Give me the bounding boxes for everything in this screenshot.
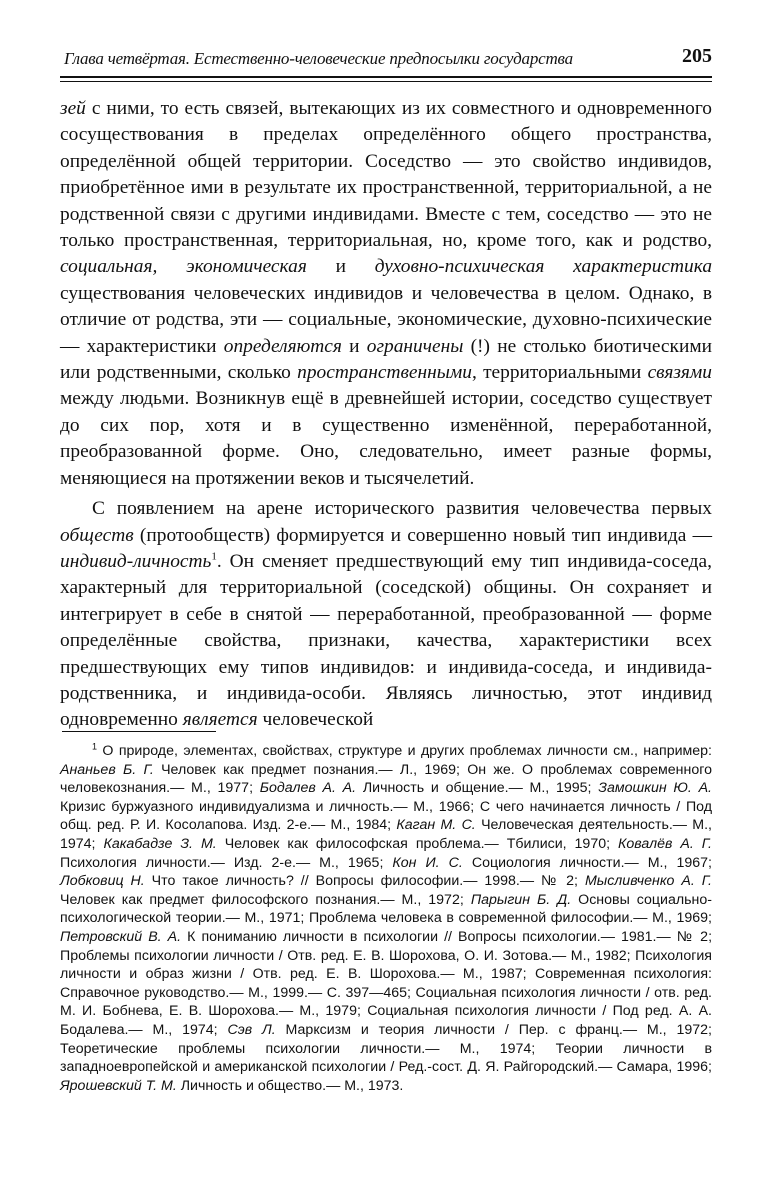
emphasized-text: социальная, экономическая [60, 256, 307, 278]
footnote-divider [62, 731, 216, 732]
text-run: Личность и общение.— М., 1995; [356, 780, 599, 797]
emphasized-text: Бодалев А. А. [259, 780, 357, 797]
main-text [60, 96, 712, 734]
emphasized-text: Ананьев Б. Г. [60, 761, 154, 778]
text-run: Основы социально-психологической теории.— М., 1971; Проблема человека в современной философии.— М., 1969; [60, 891, 712, 927]
emphasized-text: Лобковиц Н. [60, 873, 145, 890]
text-run: С появлением на арене исторического развития человечества первых [92, 498, 712, 520]
emphasized-text: Парыгин Б. Д. [470, 891, 572, 908]
running-title: Глава четвёртая. Естественно-человеческие предпосылки государства [64, 49, 573, 68]
text-run: существования человеческих индивидов и человечества в целом. Однако, в отличие от родства, эти — социальные, экономические, духовно-психические — характеристики [60, 282, 712, 357]
emphasized-text: определяются [223, 335, 342, 357]
text-run: . Он сменяет предшествующий ему тип индивида-соседа, характерный для территориальной (соседской) общины. Он сохраняет и интегрирует в себе в снятой — переработанной, преобразованной — форме определённые свойства, признаки, качества, характеристики всех предшествующих ему типов индивидов: и индивида-соседа, и индивида-родственника, и индивида-особи. Являясь личностью, этот индивид одновременно [60, 550, 712, 731]
emphasized-text: зей [60, 98, 86, 119]
text-run: и [306, 256, 375, 278]
paragraph-2 [60, 496, 712, 734]
emphasized-text: ограничены [366, 335, 464, 357]
text-run: К пониманию личности в психологии // Вопросы психологии.— 1981.— № 2; Проблемы психологии личности / Отв. ред. Е. В. Шорохова, О. И. Зотова.— М., 1982; Психология личности и образ жизни / Отв. ред. Е. В. Шорохова.— М., 1987; Современная психология: Справочное руководство.— М., 1999.— С. 397—465; Социальная психология личности / отв. ред. М. И. Бобнева, Е. В. Шорохова.— М., 1979; Социальная психология личности / Под ред. А. А. Бодалева.— М., 1974; [60, 928, 713, 1038]
text-run: Кризис буржуазного индивидуализма и личность.— М., 1966; С чего начинается личность / Под общ. ред. Р. И. Косолапова. Изд. 2-е.— М., 1984; [60, 798, 712, 834]
text-run: Психология личности.— Изд. 2-е.— М., 1965; [60, 854, 393, 871]
page-header [60, 40, 712, 78]
emphasized-text: является [182, 709, 258, 731]
text-run: Человек как философская проблема.— Тбилиси, 1970; [216, 835, 619, 852]
text-run: между людьми. Возникнув ещё в древнейшей истории, соседство существует до сих пор, хотя и в существенно изменённой, переработанной, преобразованной форме. Оно, следовательно, имеет разные формы, меняющиеся на протяжении веков и тысячелетий. [60, 388, 712, 489]
emphasized-text: Замошкин Ю. А. [598, 780, 712, 797]
text-run: , территориальными [471, 362, 648, 384]
emphasized-text: Мысливченко А. Г. [584, 873, 712, 890]
text-run: Человек как предмет философского познания.— М., 1972; [60, 891, 471, 908]
footnote-reference: 1 [211, 550, 217, 563]
text-run: Человеческая деятельность.— М., 1974; [60, 817, 712, 852]
emphasized-text: духовно-психическая характеристика [374, 256, 713, 278]
text-run: человеческой [257, 709, 374, 731]
text-run: Марксизм и теория личности / Пер. с франц.— М., 1972; Теоретические проблемы психологии личности.— М., 1974; Теории личности в западноевропейской и американской психологии / Ред.-сост. Д. Я. Райгородский.— Самара, 1996; [60, 1021, 712, 1076]
emphasized-text: Какабадзе З. М. [103, 835, 217, 852]
text-run: с ними, то есть связей, вытекающих из их совместного и одновременного сосуществования в пределах определённого общего пространства, определённой общей территории. Соседство — это свойство индивидов, приобретённое ими в результате их пространственной, территориальной, а не родственной связи с другими индивидами. Вместе с тем, соседство — это не только пространственная, территориальная, но, кроме того, как и родство, [60, 98, 712, 252]
footnote-1 [60, 742, 712, 1095]
text-run: (протообществ) формируется и совершенно новый тип индивида — [133, 524, 712, 546]
emphasized-text: Ярошевский Т. М. [60, 1077, 177, 1094]
emphasized-text: Петровский В. А. [60, 928, 182, 945]
text-run: Что такое личность? // Вопросы философии.— 1998.— № 2; [144, 873, 585, 890]
emphasized-text: обществ [60, 524, 134, 546]
text-run: и [341, 335, 367, 357]
text-run: О природе, элементах, свойствах, структуре и других проблемах личности см., например: [97, 743, 712, 759]
text-run: Человек как предмет познания.— Л., 1969; Он же. О проблемах современного человекознания.— М., 1977; [60, 761, 712, 797]
text-run: Социология личности.— М., 1967; [462, 854, 712, 871]
emphasized-text: связями [647, 362, 712, 384]
text-run: (!) не столько биотическими или родственными, сколько [60, 335, 712, 384]
emphasized-text: Кон И. С. [392, 854, 463, 871]
emphasized-text: Ковалёв А. Г. [618, 835, 712, 852]
emphasized-text: Каган М. С. [396, 817, 476, 834]
footnote-reference: 1 [92, 741, 98, 752]
emphasized-text: пространственными [297, 362, 472, 384]
text-run: Личность и общество.— М., 1973. [176, 1077, 404, 1094]
page-number: 205 [682, 45, 712, 67]
paragraph-1 [60, 96, 712, 492]
emphasized-text: индивид-личность [60, 550, 212, 572]
emphasized-text: Сэв Л. [227, 1021, 276, 1038]
